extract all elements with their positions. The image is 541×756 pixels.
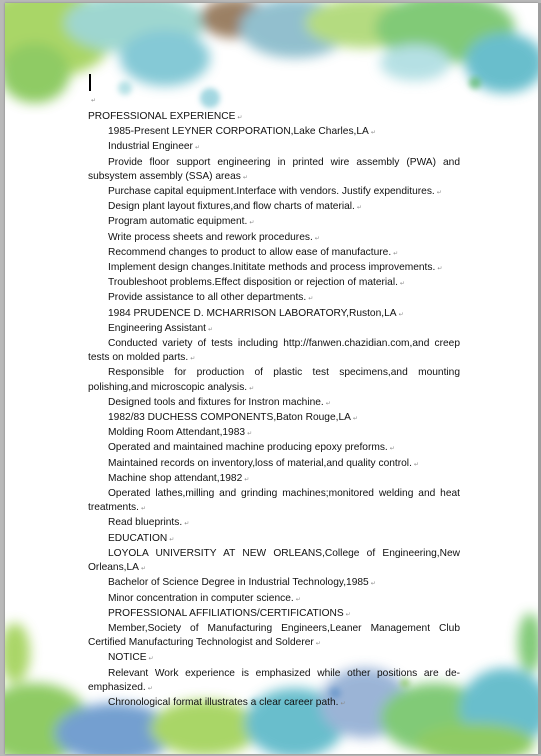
paragraph-mark: ↵: [237, 115, 243, 121]
paragraph-mark: ↵: [308, 296, 314, 303]
document-paragraph: [88, 110, 460, 125]
paragraph-text: 1984 PRUDENCE D. MCHARRISON LABORATORY,Ruston,LA: [108, 307, 397, 319]
document-page: [5, 3, 538, 754]
paragraph-text: Recommend changes to product to allow ease of manufacture.: [108, 246, 392, 258]
paragraph-mark: ↵: [184, 521, 190, 528]
document-paragraph: [88, 457, 460, 472]
paragraph-mark: ↵: [340, 700, 346, 707]
paragraph-mark: ↵: [399, 281, 405, 288]
paragraph-text: Minor concentration in computer science.: [108, 592, 294, 604]
paragraph-text: NOTICE: [108, 652, 147, 664]
document-paragraph: [88, 231, 460, 246]
document-paragraph: [88, 200, 460, 215]
document-paragraph: [88, 276, 460, 291]
document-paragraph: [88, 366, 460, 395]
paragraph-mark: ↵: [207, 326, 214, 333]
paragraph-text: Relevant Work experience is emphasized while other positions are de-emphasized.: [88, 667, 460, 693]
paragraph-mark: ↵: [247, 431, 253, 438]
paragraph-text: Maintained records on inventory,loss of material,and quality control.: [108, 457, 412, 469]
paragraph-mark: ↵: [140, 566, 146, 573]
document-paragraph: [88, 426, 460, 441]
paragraph-mark: ↵: [370, 130, 376, 137]
paragraph-text: Program automatic equipment.: [108, 216, 248, 228]
paragraph-text: Design plant layout fixtures,and flow charts of material.: [108, 201, 355, 213]
paragraph-text: Responsible for production of plastic test specimens,and mounting polishing,and microscopic analysis.: [88, 367, 460, 393]
paragraph-text: Machine shop attendant,1982: [108, 472, 243, 484]
document-paragraph: [88, 622, 460, 651]
text-cursor: [89, 74, 91, 91]
paragraph-mark: ↵: [356, 205, 362, 212]
paragraph-mark: ↵: [345, 611, 351, 618]
paragraph-mark: ↵: [242, 174, 248, 181]
paragraph-mark: ↵: [147, 685, 153, 692]
document-paragraph: [88, 487, 460, 516]
paragraph-text: LOYOLA UNIVERSITY AT NEW ORLEANS,College of Engineering,New Orleans,LA: [88, 547, 460, 574]
document-paragraph: [88, 516, 460, 531]
paragraph-mark: ↵: [393, 250, 399, 257]
document-paragraph: [88, 411, 460, 426]
document-paragraph: [88, 140, 460, 155]
document-paragraph: [88, 472, 460, 487]
paragraph-mark: ↵: [413, 461, 419, 468]
paragraph-mark: ↵: [190, 356, 196, 363]
document-paragraph: [88, 337, 460, 366]
paragraph-mark: ↵: [91, 98, 97, 104]
paragraph-mark: ↵: [352, 416, 358, 423]
document-paragraph: [88, 576, 460, 591]
paragraph-mark: ↵: [249, 220, 255, 227]
paragraph-text: 1982/83 DUCHESS COMPONENTS,Baton Rouge,LA: [108, 412, 351, 424]
paragraph-mark: ↵: [169, 536, 175, 543]
document-paragraph: [88, 667, 460, 696]
paragraph-mark: ↵: [389, 446, 395, 453]
document-paragraph: [88, 125, 460, 140]
paragraph-text: Provide floor support engineering in printed wire assembly (PWA) and subsystem assembly (SSA) areas: [88, 156, 460, 182]
document-paragraph: [88, 185, 460, 200]
paragraph-mark: ↵: [315, 641, 321, 648]
paragraph-text: Industrial Engineer: [108, 141, 193, 153]
paragraph-text: Provide assistance to all other departments.: [108, 292, 307, 304]
document-paragraph: [88, 441, 460, 456]
paragraph-mark: ↵: [437, 266, 443, 273]
document-paragraph: [88, 307, 460, 322]
document-paragraph: [88, 215, 460, 230]
paragraph-text: EDUCATION: [108, 532, 168, 544]
paragraph-text: Molding Room Attendant,1983: [108, 427, 246, 439]
paragraph-text: Bachelor of Science Degree in Industrial Technology,1985: [108, 577, 369, 589]
paragraph-mark: ↵: [140, 506, 146, 513]
paragraph-mark: ↵: [244, 476, 250, 483]
document-paragraph: [88, 592, 460, 607]
paragraph-mark: ↵: [370, 581, 376, 588]
paragraph-text: PROFESSIONAL EXPERIENCE: [88, 111, 236, 122]
paragraph-text: PROFESSIONAL AFFILIATIONS/CERTIFICATIONS: [108, 607, 344, 619]
document-paragraph: [88, 396, 460, 411]
document-paragraph: [88, 291, 460, 306]
document-body[interactable]: [88, 110, 460, 711]
paragraph-mark: ↵: [194, 145, 200, 152]
paragraph-mark: ↵: [398, 311, 404, 318]
document-paragraph: [88, 261, 460, 276]
paragraph-text: Purchase capital equipment.Interface with vendors. Justify expenditures.: [108, 186, 435, 198]
paragraph-text: Conducted variety of tests including http://fanwen.chazidian.com,and creep tests on molded parts.: [88, 338, 460, 364]
paragraph-text: Designed tools and fixtures for Instron machine.: [108, 396, 324, 408]
document-paragraph: [88, 246, 460, 261]
paragraph-mark: ↵: [249, 385, 255, 392]
document-paragraph: [88, 696, 460, 711]
paragraph-text: Implement design changes.Inititate methods and process improvements.: [108, 262, 436, 274]
document-paragraph: [88, 547, 460, 576]
paragraph-mark: ↵: [295, 596, 301, 603]
paragraph-mark: ↵: [148, 656, 154, 663]
document-paragraph: [88, 532, 460, 547]
document-paragraph: [88, 607, 460, 622]
paragraph-text: Operated and maintained machine producing epoxy preforms.: [108, 442, 388, 454]
paragraph-text: Chronological format illustrates a clear career path.: [108, 696, 339, 708]
paragraph-text: 1985-Present LEYNER CORPORATION,Lake Charles,LA: [108, 126, 369, 138]
document-paragraph: [88, 651, 460, 666]
document-paragraph: [88, 156, 460, 185]
paragraph-mark: ↵: [314, 235, 320, 242]
paragraph-mark: ↵: [436, 190, 442, 197]
paragraph-mark: ↵: [325, 400, 331, 407]
paragraph-text: Write process sheets and rework procedures.: [108, 231, 313, 243]
document-paragraph: [88, 322, 460, 337]
paragraph-text: Engineering Assistant: [108, 322, 206, 334]
paragraph-text: Member,Society of Manufacturing Engineers,Leaner Management Club Certified Manufacturing Technologist and Solderer: [88, 622, 460, 649]
paragraph-text: Troubleshoot problems.Effect disposition or rejection of material.: [108, 277, 398, 289]
paragraph-text: Operated lathes,milling and grinding machines;monitored welding and heat treatments.: [88, 488, 460, 514]
paragraph-text: Read blueprints.: [108, 517, 183, 529]
